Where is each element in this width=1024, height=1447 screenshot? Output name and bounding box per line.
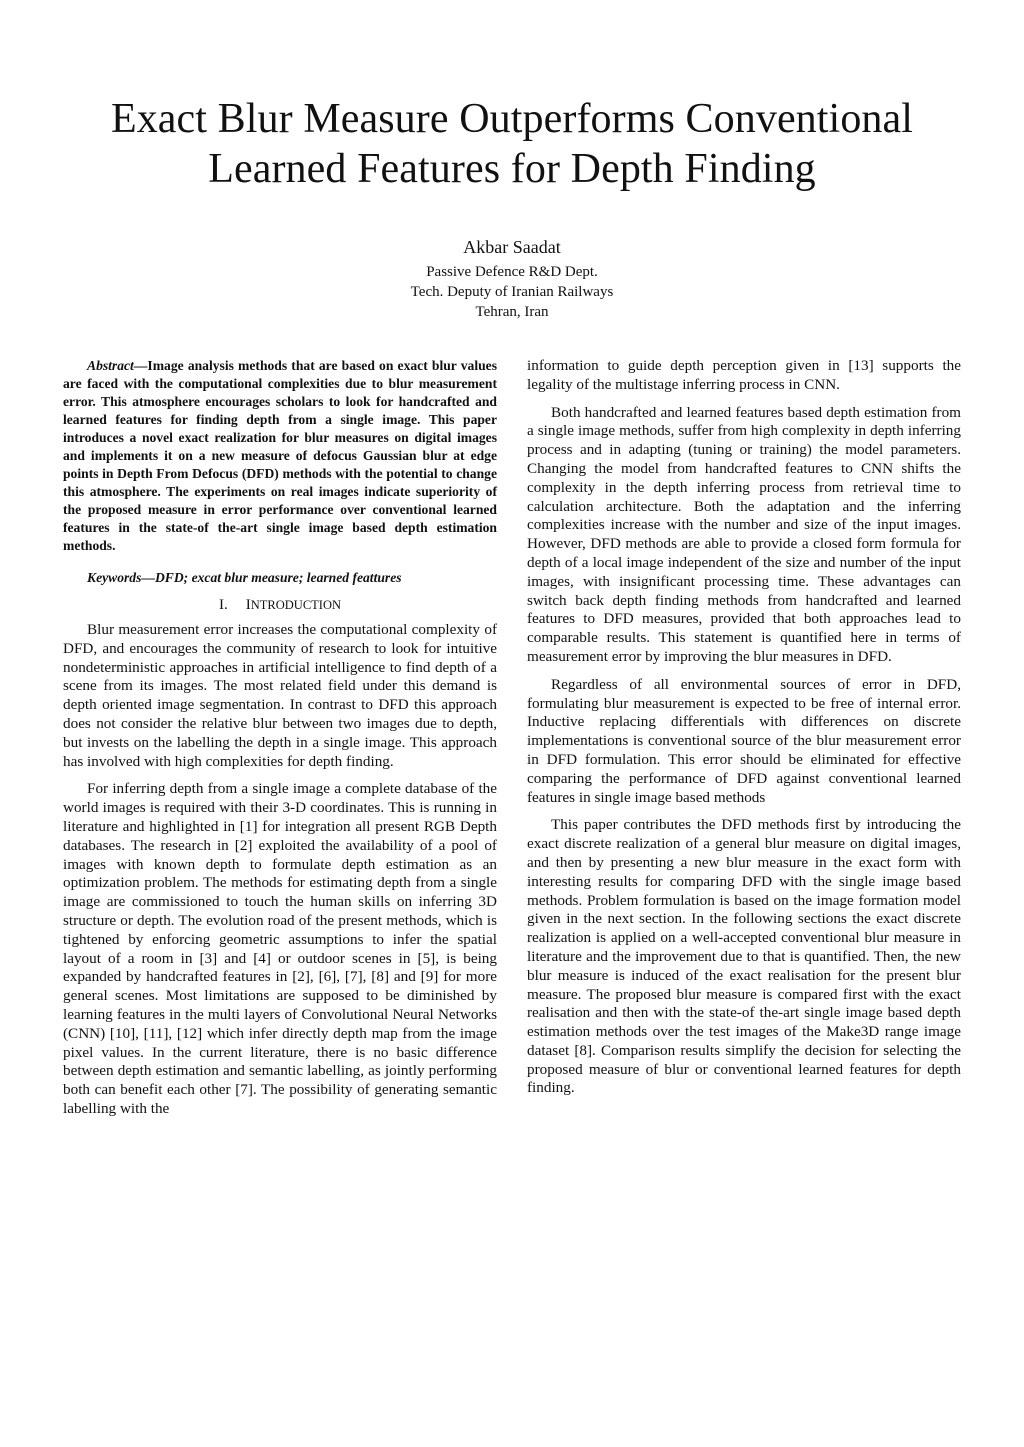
- abstract: [63, 357, 497, 555]
- paper-title: [60, 94, 964, 194]
- keywords-text: DFD; excat blur measure; learned feattures: [154, 570, 402, 585]
- keywords-lead: Keywords—: [87, 570, 155, 585]
- paragraph-right-1: Both handcrafted and learned features based depth estimation from a single image methods, suffer from high complexity in depth inferring process and in adapting (tuning or training) the model parameters. Changing the model from handcrafted features to CNN shifts the complexity in the depth inferring process from retrieval time to calculation architecture. Both the adaptation and the inferring complexities increase with the number and size of the input images. However, DFD methods are able to provide a closed form formula for depth of a local image independent of the size and number of the input images, with insignificant processing time. These advantages can switch back depth finding methods from handcrafted and learned features to DFD measures, provided that both approaches lead to comparable results. This statement is quantified here in terms of measurement error by improving the blur measures in DFD.: [527, 403, 961, 665]
- right-column: [527, 357, 961, 1107]
- section-number: I.: [218, 597, 228, 613]
- author-name: Akbar Saadat: [463, 237, 561, 257]
- paragraph-right-2: Regardless of all environmental sources of error in DFD, formulating blur measurement is expected to be free of internal error. Inductive replacing differentials with differences on discrete implementations is conventional source of the blur measurement error in DFD formulation. This error should be eliminated for effective comparing the performance of DFD against conventional learned features in single image based methods: [527, 675, 961, 806]
- affiliation-line-1: Passive Defence R&D Dept.: [426, 264, 598, 280]
- abstract-lead: Abstract—: [87, 358, 148, 373]
- abstract-text: Image analysis methods that are based on exact blur values are faced with the computational complexities due to blur measurement error. This atmosphere encourages scholars to look for handcrafted and learned features for finding depth from a single image. This paper introduces a novel exact realization for blur measures on digital images and implements it on a new measure of defocus Gaussian blur at edge points in Depth From Defocus (DFD) methods with the potential to change this atmosphere. The experiments on real images indicate superiority of the proposed measure in error performance over conventional learned features in the state-of the-art single image based depth estimation methods.: [63, 358, 497, 553]
- section-title-rest: NTRODUCTION: [250, 598, 342, 612]
- left-column: [63, 357, 497, 1128]
- paragraph-intro-2: For inferring depth from a single image a complete database of the world images is required with their 3-D coordinates. This is running in literature and highlighted in [1] for integration all present RGB Depth databases. The research in [2] exploited the availability of a pool of images with known depth to formulate depth estimation as an optimization problem. The methods for estimating depth from a single image are commissioned to touch the human skills on inferring 3D structure or depth. The evolution road of the present methods, which is tightened by enforcing geometric assumptions to infer the spatial layout of a room in [3] and [4] or outdoor scenes in [5], is being expanded by handcrafted features in [2], [6], [7], [8] and [9] for more general scenes. Most limitations are supposed to be diminished by learning features in the multi layers of Convolutional Neural Networks (CNN) [10], [11], [12] which infer directly depth map from the image pixel values. In the current literature, there is no basic difference between depth estimation and semantic labelling, as jointly performing both can benefit each other [7]. The possibility of generating semantic labelling with the: [63, 780, 497, 1117]
- author-block: [262, 236, 762, 322]
- section-title-first-letter: I: [245, 597, 251, 613]
- section-heading-introduction: [63, 595, 497, 615]
- affiliation-line-2: Tech. Deputy of Iranian Railways: [410, 284, 614, 300]
- paper-title-line-1: Exact Blur Measure Outperforms Conventional: [110, 96, 914, 142]
- paragraph-intro-1: Blur measurement error increases the computational complexity of DFD, and encourages the community of research to look for intuitive nondeterministic approaches in artificial intelligence to find depth of a scene from its images. The most related field under this demand is depth oriented image segmentation. In contrast to DFD this approach does not consider the relative blur between two images due to depth, but invests on the labelling the depth in a single image. This approach has involved with high complexities for depth finding.: [63, 621, 497, 770]
- paragraph-continued: information to guide depth perception given in [13] supports the legality of the multistage inferring process in CNN.: [527, 357, 961, 393]
- affiliation-line-3: Tehran, Iran: [475, 304, 549, 320]
- keywords: [63, 569, 497, 587]
- paper-title-line-2: Learned Features for Depth Finding: [208, 146, 816, 192]
- paragraph-right-3: This paper contributes the DFD methods first by introducing the exact discrete realization of a general blur measure on digital images, and then by presenting a new blur measure in the exact form with interesting results for comparing DFD with the single image based methods. Problem formulation is based on the image formation model given in the next section. In the following sections the exact discrete realization is applied on a well-accepted conventional blur measure in literature and the improvement due to that is quantified. Then, the new blur measure is induced of the exact realisation for the present blur measure. The proposed blur measure is compared first with the exact realisation and then with the state-of the-art single image based depth estimation methods over the test images of the Make3D range image dataset [8]. Comparison results simplify the decision for selecting the proposed measure of blur or conventional learned features for depth finding.: [527, 816, 961, 1097]
